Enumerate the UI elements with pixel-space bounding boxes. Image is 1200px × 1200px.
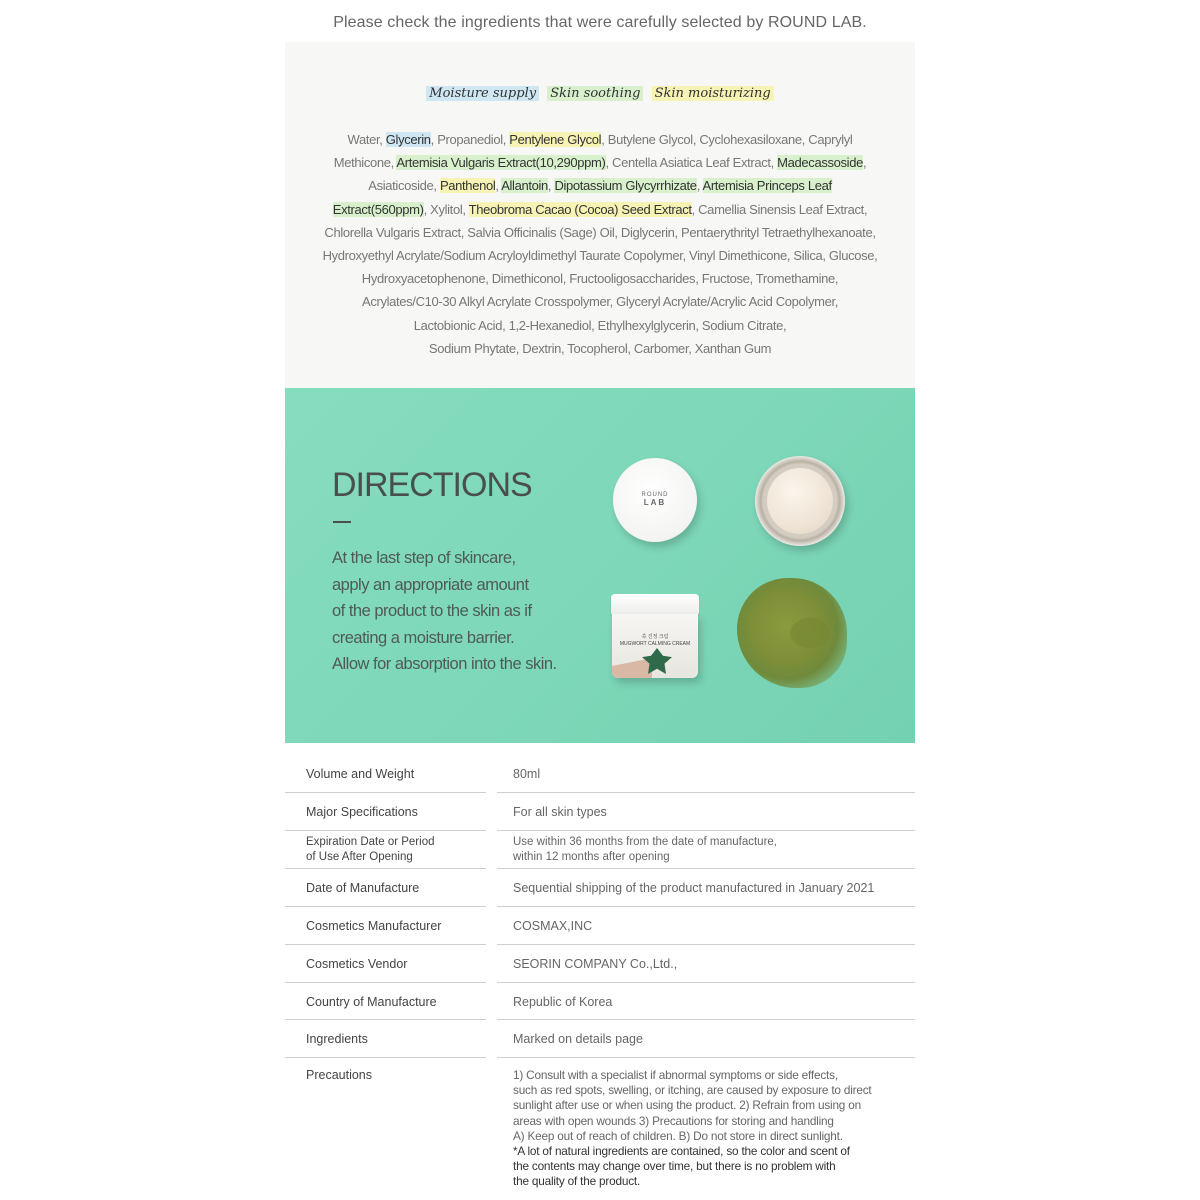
spec-key: Precautions — [306, 1068, 373, 1082]
highlight-madecassoside: Madecassoside — [777, 155, 863, 171]
legend-skin-moisturizing: Skin moisturizing — [652, 86, 774, 101]
jar-lid-image — [613, 458, 697, 542]
spec-key: Major Specifications — [306, 805, 418, 819]
jar-label: 쑥 진정 크림 MUGWORT CALMING CREAM — [619, 634, 691, 647]
ingredient-list — [305, 128, 895, 360]
directions-line: At the last step of skincare, — [332, 549, 516, 567]
open-cream-jar-image — [755, 456, 845, 546]
product-specs-table — [285, 755, 915, 1193]
spec-value: SEORIN COMPANY Co.,Ltd., — [513, 957, 678, 971]
spec-value: Marked on details page — [513, 1032, 643, 1046]
spec-row-country — [285, 983, 915, 1020]
highlight-artemisia-vulgaris: Artemisia Vulgaris Extract(10,290ppm) — [396, 155, 606, 171]
spec-key: Cosmetics Manufacturer — [306, 919, 442, 933]
spec-key: Expiration Date or Period of Use After Opening — [306, 836, 435, 863]
mugwort-powder-shadow — [790, 618, 830, 648]
ingredients-caption: Please check the ingredients that were carefully selected by ROUND LAB. — [333, 14, 867, 31]
highlight-theobroma: Theobroma Cacao (Cocoa) Seed Extract — [468, 201, 692, 217]
ingredient-line: Hydroxyacetophenone, Dimethiconol, Fructooligosaccharides, Fructose, Tromethamine, — [361, 271, 839, 287]
spec-row-precautions — [285, 1058, 915, 1193]
lid-brand-logo: ROUND LAB — [641, 492, 669, 507]
spec-row-ingredients — [285, 1020, 915, 1058]
highlight-glycerin: Glycerin — [385, 132, 431, 147]
directions-panel — [285, 388, 915, 743]
spec-row-specifications — [285, 793, 915, 831]
ingredients-panel — [285, 42, 915, 388]
spec-value: 80ml — [513, 767, 541, 781]
spec-key: Country of Manufacture — [306, 995, 437, 1009]
highlight-artemisia-princeps-extract: Extract(560ppm) — [332, 201, 424, 217]
spec-key: Cosmetics Vendor — [306, 957, 408, 971]
ingredient-line: Sodium Phytate, Dextrin, Tocopherol, Carbomer, Xanthan Gum — [428, 340, 772, 356]
directions-line: of the product to the skin as if — [332, 602, 532, 620]
spec-value: For all skin types — [513, 805, 607, 819]
legend-moisture-supply: Moisture supply — [426, 86, 539, 101]
highlight-allantoin: Allantoin — [501, 178, 548, 194]
directions-title: DIRECTIONS — [332, 466, 532, 504]
ingredient-line: Water, Glycerin, Propanediol, Pentylene Glycol, Butylene Glycol, Cyclohexasiloxane, Caprylyl — [347, 132, 853, 147]
ingredient-legend — [285, 86, 915, 101]
spec-key: Date of Manufacture — [306, 881, 420, 895]
highlight-pentylene-glycol: Pentylene Glycol — [509, 132, 602, 147]
ingredient-line: Methicone, Artemisia Vulgaris Extract(10,290ppm), Centella Asiatica Leaf Extract, Madecassoside, — [333, 155, 867, 171]
spec-key: Volume and Weight — [306, 767, 415, 781]
spec-value: Sequential shipping of the product manufactured in January 2021 — [513, 881, 875, 895]
spec-value: Use within 36 months from the date of manufacture, within 12 months after opening — [513, 836, 777, 863]
jar-body — [612, 614, 698, 678]
spec-row-expiration — [285, 831, 915, 869]
spec-row-volume — [285, 755, 915, 793]
ingredient-line: Chlorella Vulgaris Extract, Salvia Officinalis (Sage) Oil, Diglycerin, Pentaerythrityl Tetraethylhexanoate, — [324, 224, 876, 240]
highlight-dipotassium: Dipotassium Glycyrrhizate — [554, 178, 697, 194]
spec-value: 1) Consult with a specialist if abnormal symptoms or side effects, such as red spots, swelling, or itching, are caused by exposure to direct sunlight after use or when using the product. 2) Refrain from using on areas with open wounds 3) Precautions for storing and handling A) Keep out of reach of children. B) Do not store in direct sunlight. *A lot of natural ingredients are contained, so the color and scent of the contents may change over time, but there is no problem with the quality of the product. — [513, 1068, 872, 1189]
legend-skin-soothing: Skin soothing — [547, 86, 643, 101]
directions-line: Allow for absorption into the skin. — [332, 655, 557, 673]
directions-text — [332, 545, 557, 678]
directions-line: creating a moisture barrier. — [332, 628, 515, 647]
spec-value: Republic of Korea — [513, 995, 613, 1009]
cream-texture — [767, 468, 833, 534]
highlight-panthenol: Panthenol — [439, 178, 496, 194]
highlight-artemisia-princeps: Artemisia Princeps Leaf — [702, 178, 832, 194]
spec-row-vendor — [285, 945, 915, 983]
jar-cap — [611, 594, 699, 616]
ingredient-line: Acrylates/C10-30 Alkyl Acrylate Crosspolymer, Glyceryl Acrylate/Acrylic Acid Copolymer, — [362, 294, 838, 310]
spec-row-manufacture-date — [285, 869, 915, 907]
ingredient-line: Asiaticoside, Panthenol, Allantoin, Dipotassium Glycyrrhizate, Artemisia Princeps Leaf — [368, 178, 832, 194]
ingredient-line: Extract(560ppm), Xylitol, Theobroma Cacao (Cocoa) Seed Extract, Camellia Sinensis Leaf Extract, — [332, 201, 868, 217]
directions-line: apply an appropriate amount — [332, 575, 529, 594]
spec-row-manufacturer — [285, 907, 915, 945]
ingredient-line: Hydroxyethyl Acrylate/Sodium Acryloyldimethyl Taurate Copolymer, Vinyl Dimethicone, Silica, Glucose, — [322, 248, 878, 264]
directions-divider — [333, 521, 351, 523]
spec-value: COSMAX,INC — [513, 919, 593, 933]
jar-band — [612, 658, 652, 678]
spec-key: Ingredients — [306, 1032, 368, 1046]
ingredient-line: Lactobionic Acid, 1,2-Hexanediol, Ethylhexylglycerin, Sodium Citrate, — [413, 317, 787, 333]
cream-jar-image — [611, 594, 699, 680]
